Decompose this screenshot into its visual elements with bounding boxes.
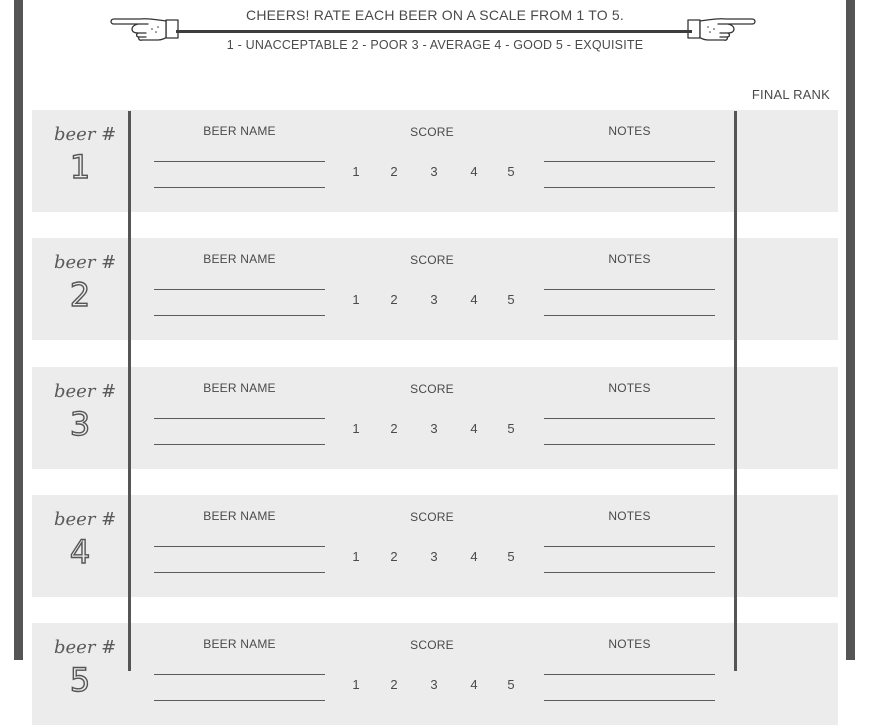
score-option-1[interactable]: 1	[352, 677, 360, 692]
page-border-right	[846, 0, 855, 660]
score-option-1[interactable]: 1	[352, 164, 360, 179]
notes-label: NOTES	[608, 252, 651, 266]
beer-number-label: beer #	[54, 509, 117, 530]
score-option-5[interactable]: 5	[507, 677, 515, 692]
beer-name-label: BEER NAME	[203, 509, 276, 523]
beer-name-line[interactable]	[154, 289, 325, 290]
notes-label: NOTES	[608, 509, 651, 523]
score-label: SCORE	[410, 125, 454, 139]
beer-name-line[interactable]	[154, 444, 325, 445]
score-option-3[interactable]: 3	[430, 677, 438, 692]
score-option-2[interactable]: 2	[390, 421, 398, 436]
beer-number: 1	[69, 148, 91, 186]
page-border-left	[14, 0, 23, 660]
notes-label: NOTES	[608, 637, 651, 651]
beer-name-line[interactable]	[154, 572, 325, 573]
beer-name-line[interactable]	[154, 674, 325, 675]
pointing-hand-left-icon	[686, 13, 758, 43]
score-option-4[interactable]: 4	[470, 677, 478, 692]
final-rank-label: FINAL RANK	[751, 87, 830, 102]
score-option-5[interactable]: 5	[507, 164, 515, 179]
notes-line[interactable]	[544, 315, 715, 316]
beer-row-2	[32, 238, 838, 340]
beer-name-line[interactable]	[154, 187, 325, 188]
beer-number: 5	[69, 661, 91, 699]
beer-number-label: beer #	[54, 252, 117, 273]
notes-line[interactable]	[544, 572, 715, 573]
notes-label: NOTES	[608, 381, 651, 395]
beer-row-5	[32, 623, 838, 725]
notes-line[interactable]	[544, 187, 715, 188]
notes-line[interactable]	[544, 289, 715, 290]
score-label: SCORE	[410, 510, 454, 524]
score-label: SCORE	[410, 638, 454, 652]
score-option-5[interactable]: 5	[507, 549, 515, 564]
score-option-3[interactable]: 3	[430, 421, 438, 436]
beer-row-4	[32, 495, 838, 597]
score-label: SCORE	[410, 382, 454, 396]
beer-row-1	[32, 110, 838, 212]
score-option-2[interactable]: 2	[390, 677, 398, 692]
score-option-4[interactable]: 4	[470, 292, 478, 307]
beer-number: 2	[69, 276, 91, 314]
column-divider-left	[128, 111, 131, 671]
beer-name-line[interactable]	[154, 418, 325, 419]
pointing-hand-right-icon	[108, 13, 180, 43]
notes-line[interactable]	[544, 418, 715, 419]
beer-name-line[interactable]	[154, 315, 325, 316]
score-option-2[interactable]: 2	[390, 549, 398, 564]
score-option-3[interactable]: 3	[430, 292, 438, 307]
beer-name-line[interactable]	[154, 161, 325, 162]
score-option-4[interactable]: 4	[470, 164, 478, 179]
instructions-title: CHEERS! RATE EACH BEER ON A SCALE FROM 1 TO 5.	[246, 7, 624, 23]
score-option-2[interactable]: 2	[390, 292, 398, 307]
notes-line[interactable]	[544, 161, 715, 162]
beer-number: 4	[69, 533, 91, 571]
notes-line[interactable]	[544, 674, 715, 675]
score-option-4[interactable]: 4	[470, 421, 478, 436]
score-option-4[interactable]: 4	[470, 549, 478, 564]
score-option-3[interactable]: 3	[430, 164, 438, 179]
beer-name-label: BEER NAME	[203, 124, 276, 138]
column-divider-right	[734, 111, 737, 671]
beer-number: 3	[69, 405, 91, 443]
beer-row-3	[32, 367, 838, 469]
score-option-1[interactable]: 1	[352, 421, 360, 436]
score-option-3[interactable]: 3	[430, 549, 438, 564]
score-option-5[interactable]: 5	[507, 292, 515, 307]
beer-number-label: beer #	[54, 381, 117, 402]
beer-name-line[interactable]	[154, 546, 325, 547]
notes-line[interactable]	[544, 700, 715, 701]
header-divider	[176, 30, 692, 33]
score-label: SCORE	[410, 253, 454, 267]
score-option-5[interactable]: 5	[507, 421, 515, 436]
score-option-1[interactable]: 1	[352, 549, 360, 564]
beer-name-label: BEER NAME	[203, 637, 276, 651]
score-option-2[interactable]: 2	[390, 164, 398, 179]
beer-number-label: beer #	[54, 124, 117, 145]
notes-line[interactable]	[544, 546, 715, 547]
beer-name-label: BEER NAME	[203, 381, 276, 395]
rating-scale-legend: 1 - UNACCEPTABLE 2 - POOR 3 - AVERAGE 4 - GOOD 5 - EXQUISITE	[226, 38, 644, 52]
score-option-1[interactable]: 1	[352, 292, 360, 307]
beer-name-line[interactable]	[154, 700, 325, 701]
beer-number-label: beer #	[54, 637, 117, 658]
notes-label: NOTES	[608, 124, 651, 138]
notes-line[interactable]	[544, 444, 715, 445]
beer-name-label: BEER NAME	[203, 252, 276, 266]
